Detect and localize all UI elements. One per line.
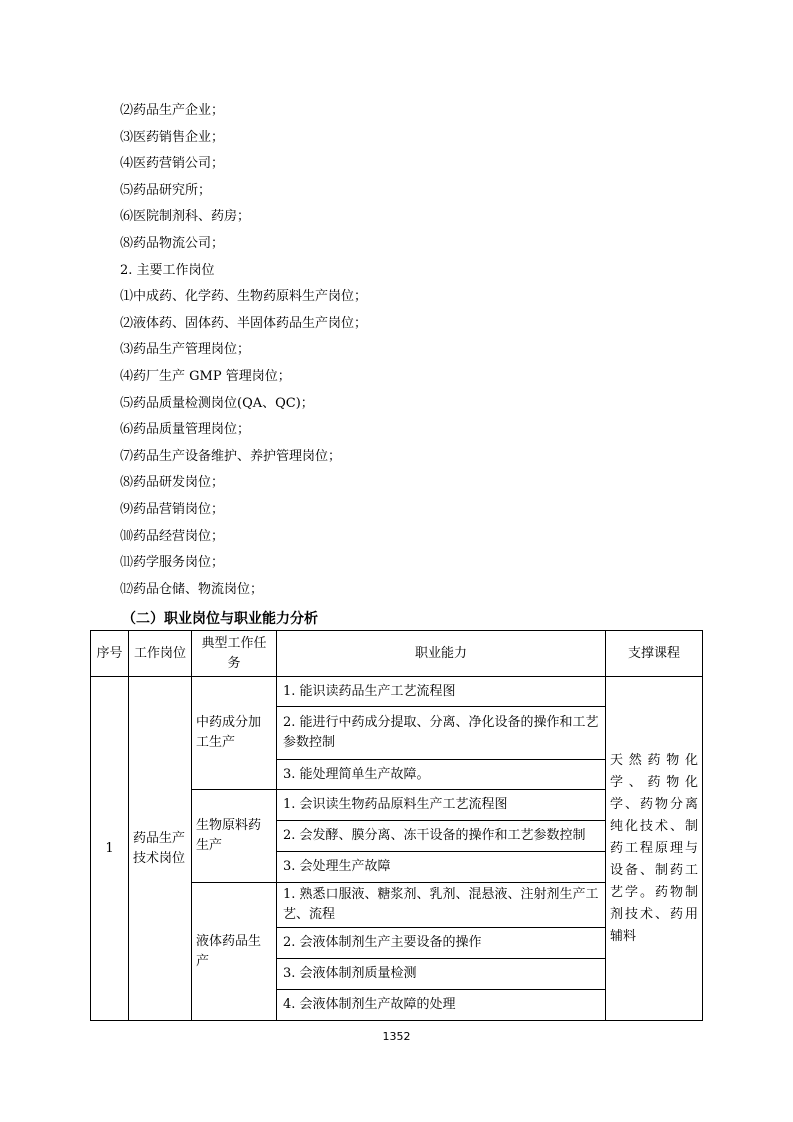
list-item: ⑻药品研发岗位； xyxy=(120,475,225,491)
ability-cell: 3. 会处理生产故障 xyxy=(277,852,606,883)
table-header-row xyxy=(91,631,703,677)
seq-cell: 1 xyxy=(91,677,129,1021)
list-item: ⑹医院制剂科、药房； xyxy=(120,209,251,225)
list-item: ⑷医药营销公司； xyxy=(120,156,225,172)
ability-table xyxy=(90,630,703,1021)
header-course: 支撑课程 xyxy=(606,631,703,677)
list-item: ⑹药品质量管理岗位； xyxy=(120,422,251,438)
ability-cell: 2. 会发酵、膜分离、冻干设备的操作和工艺参数控制 xyxy=(277,821,606,852)
list-item: ⑸药品质量检测岗位(QA、QC)； xyxy=(120,395,314,411)
list-item: ⑻药品物流公司； xyxy=(120,235,225,251)
ability-cell: 3. 会液体制剂质量检测 xyxy=(277,959,606,990)
ability-cell: 1. 能识读药品生产工艺流程图 xyxy=(277,677,606,707)
ability-cell: 3. 能处理简单生产故障。 xyxy=(277,760,606,790)
header-seq: 序号 xyxy=(91,631,129,677)
position-list xyxy=(120,98,367,603)
list-item: ⑸药品研究所； xyxy=(120,182,212,198)
ability-cell: 2. 能进行中药成分提取、分离、净化设备的操作和工艺参数控制 xyxy=(277,707,606,760)
task-cell: 中药成分加工生产 xyxy=(192,677,277,790)
ability-cell: 1. 熟悉口服液、糖浆剂、乳剂、混悬液、注射剂生产工艺、流程 xyxy=(277,883,606,928)
task-cell: 生物原料药生产 xyxy=(192,790,277,883)
list-item: ⑶医药销售企业； xyxy=(120,129,225,145)
page-number: 1352 xyxy=(382,1030,411,1043)
list-item: ⑵药品生产企业； xyxy=(120,103,225,118)
list-item: ⑾药学服务岗位； xyxy=(120,555,225,571)
header-post: 工作岗位 xyxy=(129,631,192,677)
list-item: ⑷药厂生产 GMP 管理岗位； xyxy=(120,368,291,384)
ability-cell: 2. 会液体制剂生产主要设备的操作 xyxy=(277,928,606,959)
list-item: ⑿药品仓储、物流岗位； xyxy=(120,581,264,597)
list-item: ⑵液体药、固体药、半固体药品生产岗位； xyxy=(120,315,368,331)
post-cell: 药品生产技术岗位 xyxy=(129,677,192,1021)
ability-cell: 4. 会液体制剂生产故障的处理 xyxy=(277,990,606,1021)
list-heading: 2. 主要工作岗位 xyxy=(120,262,215,278)
header-ability: 职业能力 xyxy=(277,631,606,677)
table-row xyxy=(91,677,703,707)
section-title: （二）职业岗位与职业能力分析 xyxy=(122,611,318,627)
course-cell: 天然药物化学、药物化学、药物分离纯化技术、制药工程原理与设备、制药工艺学。药物制剂技术、药用辅料 xyxy=(606,677,703,1021)
ability-cell: 1. 会识读生物药品原料生产工艺流程图 xyxy=(277,790,606,821)
task-cell: 液体药品生产 xyxy=(192,883,277,1021)
list-item: ⑽药品经营岗位； xyxy=(120,528,225,544)
list-item: ⑴中成药、化学药、生物药原料生产岗位； xyxy=(120,289,368,305)
list-item: ⑺药品生产设备维护、养护管理岗位； xyxy=(120,448,342,464)
header-task: 典型工作任务 xyxy=(192,631,277,677)
list-item: ⑼药品营销岗位； xyxy=(120,501,225,517)
list-item: ⑶药品生产管理岗位； xyxy=(120,342,251,358)
